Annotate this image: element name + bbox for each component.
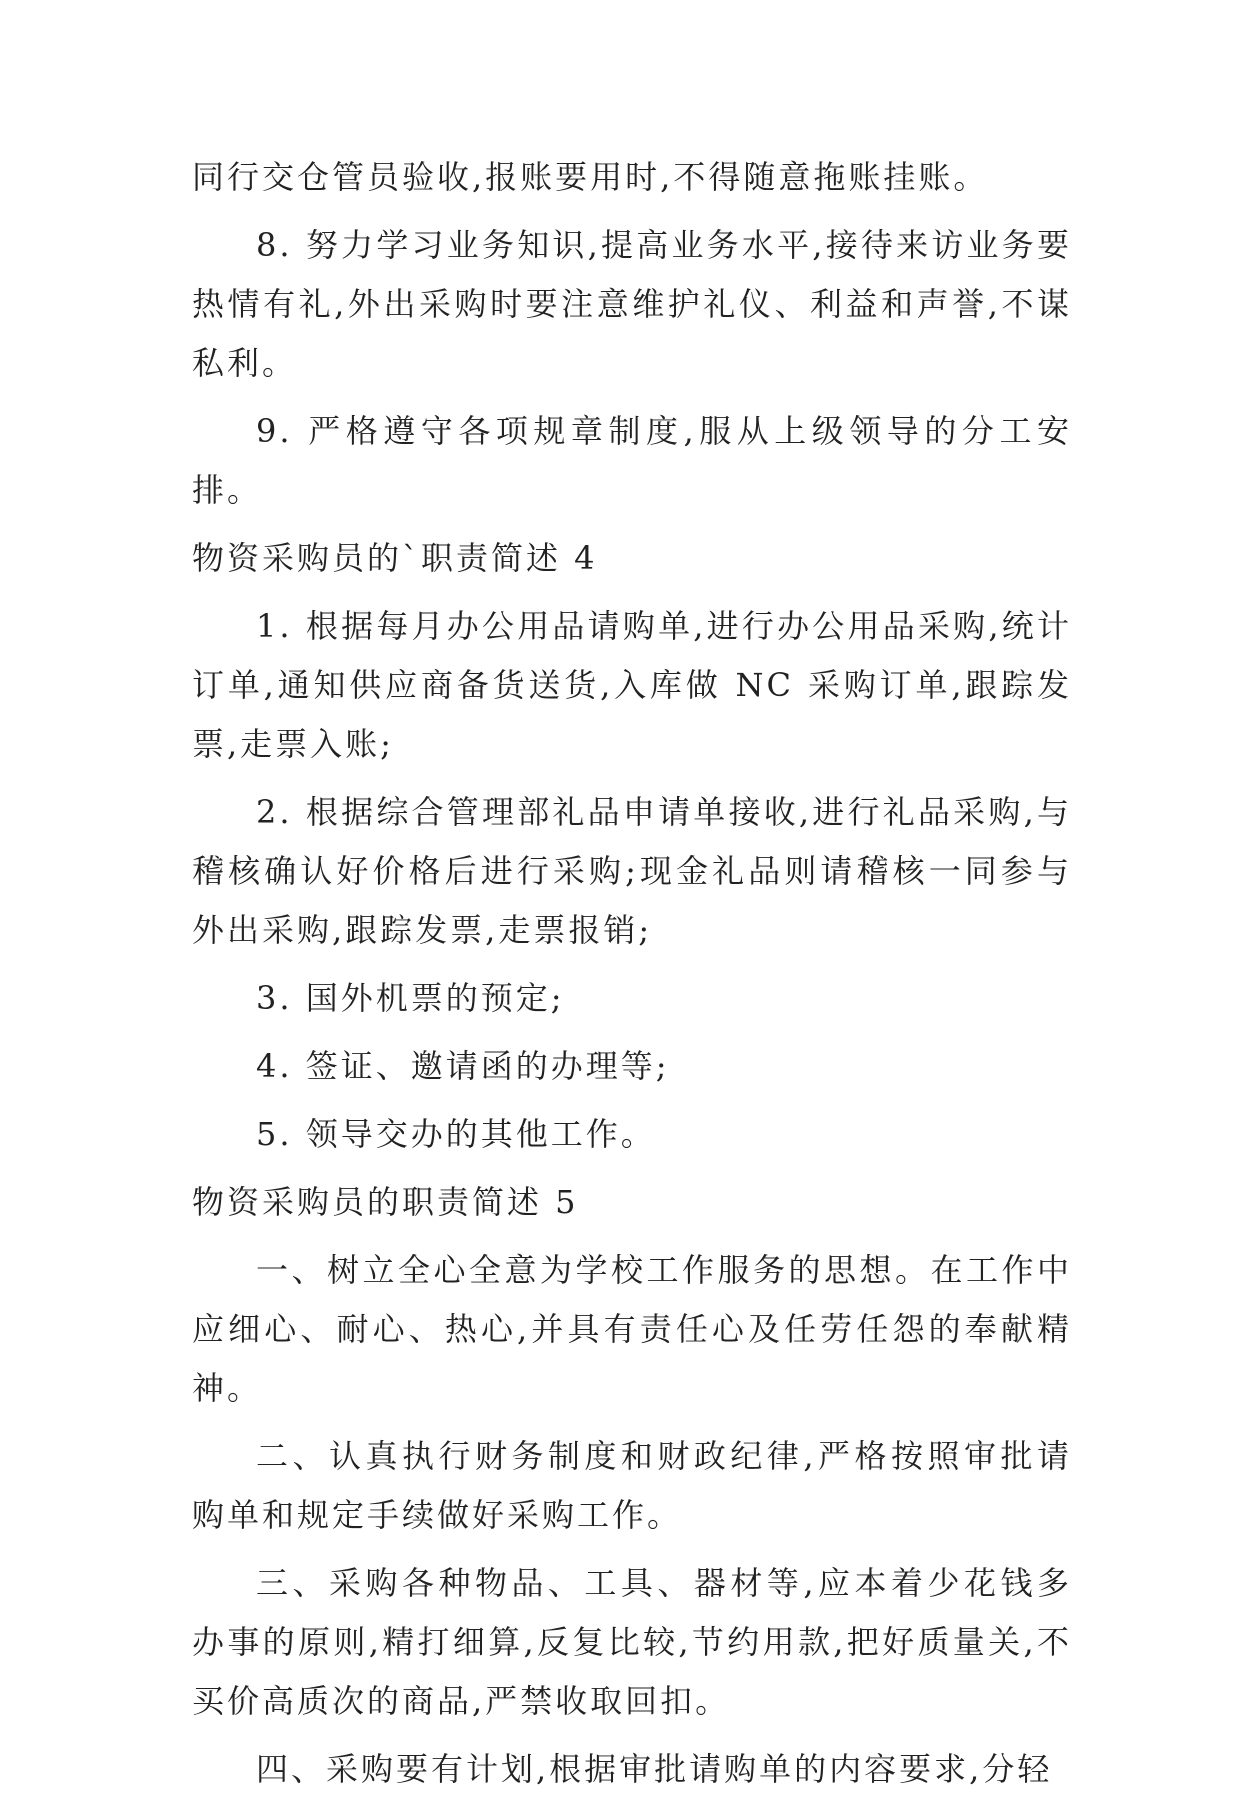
paragraph-item-5: 5. 领导交办的其他工作。 (256, 1115, 656, 1153)
section-heading-5: 物资采购员的职责简述 5 (192, 1183, 579, 1221)
paragraph-item-1: 1. 根据每月办公用品请购单,进行办公用品采购,统计订单,通知供应商备货送货,入库做 NC 采购订单,跟踪发票,走票入账; (192, 607, 1072, 763)
paragraph-item-8: 8. 努力学习业务知识,提高业务水平,接待来访业务要热情有礼,外出采购时要注意维护礼仪、利益和声誉,不谋私利。 (192, 226, 1072, 382)
paragraph-item-2: 2. 根据综合管理部礼品申请单接收,进行礼品采购,与稽核确认好价格后进行采购;现金礼品则请稽核一同参与外出采购,跟踪发票,走票报销; (192, 793, 1072, 949)
paragraph-item-two: 二、认真执行财务制度和财政纪律,严格按照审批请购单和规定手续做好采购工作。 (192, 1437, 1072, 1534)
document-body (192, 148, 1072, 1808)
paragraph-item-three: 三、采购各种物品、工具、器材等,应本着少花钱多办事的原则,精打细算,反复比较,节约用款,把好质量关,不买价高质次的商品,严禁收取回扣。 (192, 1564, 1072, 1720)
paragraph-item-3: 3. 国外机票的预定; (256, 979, 565, 1017)
paragraph-item-4: 4. 签证、邀请函的办理等; (256, 1047, 670, 1085)
paragraph-item-9: 9. 严格遵守各项规章制度,服从上级领导的分工安排。 (192, 412, 1072, 509)
paragraph-item-four: 四、采购要有计划,根据审批请购单的内容要求,分轻 (256, 1750, 1053, 1788)
paragraph-continuation: 同行交仓管员验收,报账要用时,不得随意拖账挂账。 (192, 158, 989, 196)
paragraph-item-one: 一、树立全心全意为学校工作服务的思想。在工作中应细心、耐心、热心,并具有责任心及任劳任怨的奉献精神。 (192, 1251, 1072, 1407)
section-heading-4: 物资采购员的`职责简述 4 (192, 539, 598, 577)
